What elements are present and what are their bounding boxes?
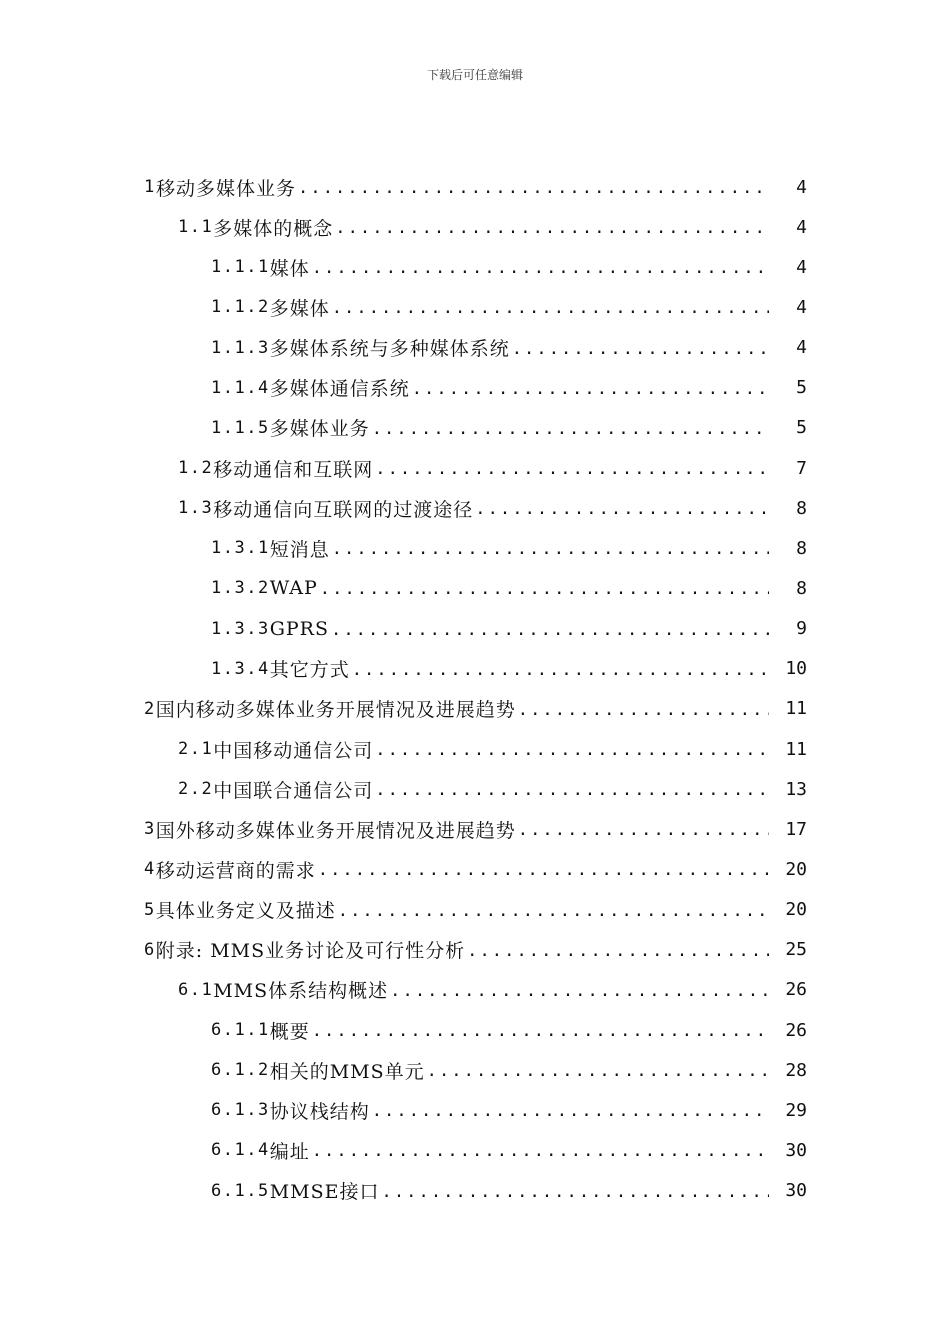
toc-number: 6.1.4	[211, 1140, 270, 1161]
toc-entry[interactable]	[0, 649, 950, 689]
toc-number: 6.1.2	[211, 1060, 270, 1081]
toc-leader	[412, 379, 769, 399]
toc-entry[interactable]	[0, 368, 950, 408]
toc-title: 短消息	[269, 538, 330, 561]
toc-title: 国外移动多媒体业务开展情况及进展趋势	[155, 819, 516, 842]
toc-title: 媒体	[269, 257, 310, 280]
toc-leader	[331, 620, 769, 640]
toc-number: 1.3	[178, 498, 214, 519]
toc-leader	[375, 780, 769, 800]
toc-number: 2	[144, 698, 156, 719]
toc-leader	[318, 860, 769, 880]
toc-page-number: 10	[785, 658, 807, 680]
toc-title: 相关的MMS单元	[269, 1060, 425, 1083]
toc-title: 附录: MMS业务讨论及可行性分析	[155, 940, 466, 963]
toc-entry[interactable]	[0, 729, 950, 769]
toc-page-number: 17	[785, 818, 807, 840]
toc-title: 多媒体系统与多种媒体系统	[269, 338, 510, 361]
toc-leader	[381, 1182, 769, 1202]
toc-page-number: 4	[796, 176, 807, 198]
toc-title: 多媒体的概念	[213, 217, 334, 240]
toc-number: 2.2	[178, 779, 214, 800]
toc-number: 1.3.2	[211, 578, 270, 599]
toc-number: 2.1	[178, 739, 214, 760]
page-header: 下载后可任意编辑	[426, 68, 523, 82]
toc-entry[interactable]	[0, 528, 950, 568]
toc-number: 1	[144, 177, 156, 198]
toc-page-number: 11	[785, 738, 807, 760]
toc-page-number: 29	[785, 1099, 807, 1121]
toc-number: 1.2	[178, 458, 214, 479]
toc-page-number: 11	[785, 698, 807, 720]
toc-entry[interactable]	[0, 247, 950, 287]
toc-entry[interactable]	[0, 1130, 950, 1170]
toc-title: 具体业务定义及描述	[155, 900, 336, 923]
toc-title: 移动通信和互联网	[213, 458, 374, 481]
toc-title: 移动运营商的需求	[155, 859, 316, 882]
toc-page-number: 5	[796, 417, 807, 439]
toc-page-number: 8	[796, 497, 807, 519]
toc-entry[interactable]	[0, 167, 950, 207]
toc-title: MMSE接口	[269, 1181, 380, 1204]
toc-number: 6	[144, 939, 156, 960]
toc-title: 概要	[269, 1020, 310, 1043]
toc-entry[interactable]	[0, 970, 950, 1010]
toc-page-number: 13	[785, 778, 807, 800]
toc-page-number: 20	[785, 899, 807, 921]
toc-title: 其它方式	[269, 659, 350, 682]
toc-leader	[320, 579, 769, 599]
toc-number: 1.3.1	[211, 538, 270, 559]
toc-entry[interactable]	[0, 1090, 950, 1130]
toc-number: 6.1.1	[211, 1020, 270, 1041]
toc-leader	[390, 981, 769, 1001]
toc-page-number: 20	[785, 858, 807, 880]
toc-page-number: 26	[785, 1019, 807, 1041]
toc-number: 6.1	[178, 979, 214, 1000]
toc-page-number: 26	[785, 979, 807, 1001]
toc-page-number: 30	[785, 1139, 807, 1161]
toc-page-number: 4	[796, 256, 807, 278]
toc-title: 国内移动多媒体业务开展情况及进展趋势	[155, 699, 516, 722]
toc-number: 1.3.3	[211, 618, 270, 639]
toc-leader	[475, 499, 769, 519]
toc-leader	[375, 459, 769, 479]
toc-leader	[518, 700, 769, 720]
toc-entry[interactable]	[0, 448, 950, 488]
toc-title: 移动多媒体业务	[156, 177, 297, 200]
toc-entry[interactable]	[0, 609, 950, 649]
toc-entry[interactable]	[0, 568, 950, 608]
toc-title: WAP	[269, 577, 318, 600]
toc-entry[interactable]	[0, 809, 950, 849]
toc-entry[interactable]	[0, 1171, 950, 1211]
toc-leader	[312, 1141, 769, 1161]
toc-leader	[338, 901, 769, 921]
toc-entry[interactable]	[0, 1010, 950, 1050]
toc-title: 中国联合通信公司	[213, 779, 374, 802]
toc-leader	[467, 941, 769, 961]
toc-leader	[312, 1021, 769, 1041]
toc-leader	[518, 820, 769, 840]
toc-number: 1.3.4	[211, 658, 270, 679]
toc-title: 中国移动通信公司	[213, 739, 374, 762]
toc-number: 1.1	[178, 217, 214, 238]
toc-entry[interactable]	[0, 328, 950, 368]
toc-title: 多媒体	[269, 297, 330, 320]
toc-page-number: 4	[796, 296, 807, 318]
toc-number: 5	[144, 899, 156, 920]
toc-title: 协议栈结构	[269, 1100, 370, 1123]
toc-number: 1.1.1	[211, 257, 270, 278]
toc-leader	[375, 740, 769, 760]
toc-entry[interactable]	[0, 769, 950, 809]
toc-page-number: 4	[796, 216, 807, 238]
toc-number: 1.1.5	[211, 417, 270, 438]
toc-leader	[512, 339, 769, 359]
toc-number: 4	[144, 859, 156, 880]
toc-leader	[332, 298, 769, 318]
toc-page-number: 4	[796, 337, 807, 359]
toc-entry[interactable]	[0, 1050, 950, 1090]
toc-entry[interactable]	[0, 890, 950, 930]
toc-page-number: 8	[796, 577, 807, 599]
toc-number: 6.1.3	[211, 1100, 270, 1121]
toc-entry[interactable]	[0, 408, 950, 448]
toc-entry[interactable]	[0, 287, 950, 327]
toc-title: 多媒体业务	[269, 418, 370, 441]
toc-page-number: 28	[785, 1059, 807, 1081]
toc-number: 6.1.5	[211, 1180, 270, 1201]
toc-entry[interactable]	[0, 689, 950, 729]
toc-leader	[335, 218, 769, 238]
toc-page-number: 7	[796, 457, 807, 479]
toc-number: 1.1.2	[211, 297, 270, 318]
toc-leader	[312, 258, 769, 278]
toc-title: 移动通信向互联网的过渡途径	[213, 498, 474, 521]
toc-entry[interactable]	[0, 488, 950, 528]
toc-leader	[298, 178, 769, 198]
toc-leader	[427, 1061, 769, 1081]
toc-page-number: 25	[785, 939, 807, 961]
toc-number: 1.1.4	[211, 377, 270, 398]
toc-title: GPRS	[269, 617, 329, 640]
toc-leader	[332, 539, 769, 559]
toc-page-number: 9	[796, 618, 807, 640]
toc-leader	[352, 660, 769, 680]
toc-leader	[372, 1101, 769, 1121]
toc-page-number: 5	[796, 377, 807, 399]
toc-entry[interactable]	[0, 207, 950, 247]
toc-title: 多媒体通信系统	[269, 378, 410, 401]
toc-title: MMS体系结构概述	[213, 980, 389, 1003]
toc-title: 编址	[269, 1140, 310, 1163]
toc-entry[interactable]	[0, 930, 950, 970]
toc-number: 1.1.3	[211, 337, 270, 358]
toc-page-number: 8	[796, 537, 807, 559]
toc-number: 3	[144, 819, 156, 840]
toc-leader	[372, 419, 769, 439]
toc-page-number: 30	[785, 1180, 807, 1202]
toc-entry[interactable]	[0, 849, 950, 889]
table-of-contents	[0, 167, 950, 1211]
